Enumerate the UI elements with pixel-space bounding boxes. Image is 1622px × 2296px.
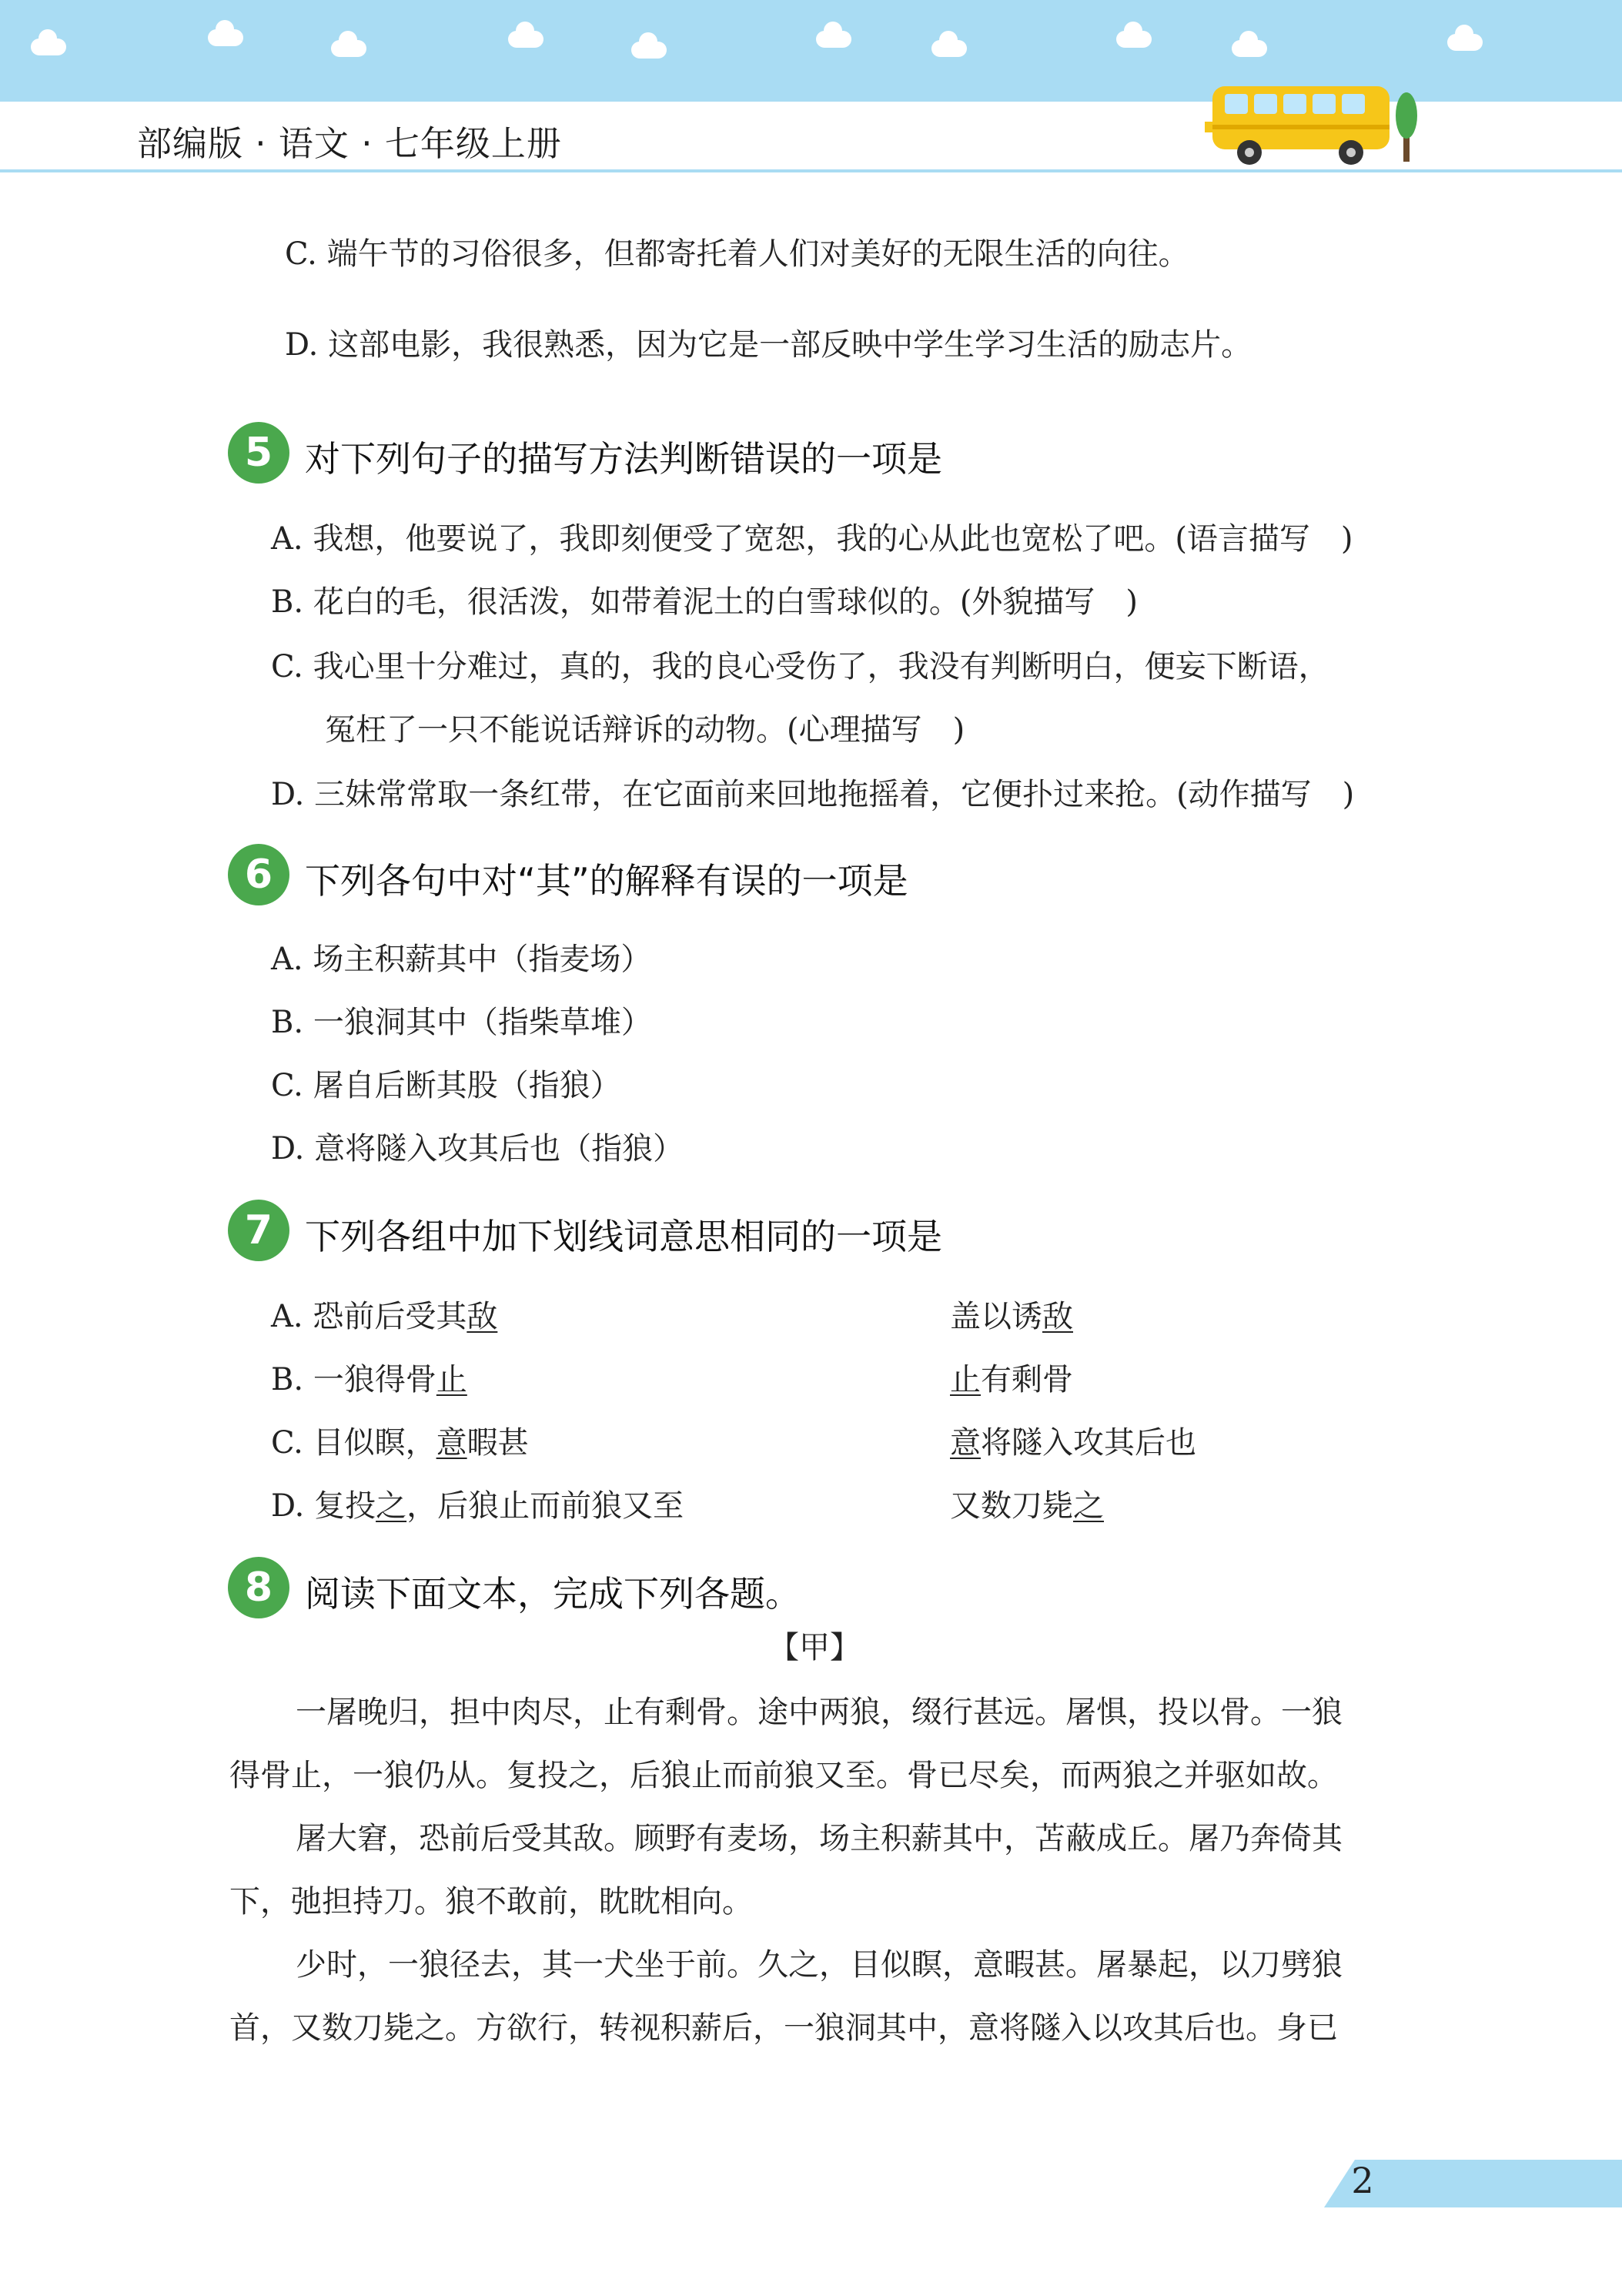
q5-option-c-line2: 冤枉了一只不能说话辩诉的动物。(心理描写 ): [325, 712, 965, 748]
q5-option-a: A. 我想，他要说了，我即刻便受了宽恕，我的心从此也宽松了吧。(语言描写 ): [271, 521, 1353, 557]
option-text: 又数刀毙: [950, 1488, 1073, 1524]
passage-line: 屠大窘，恐前后受其敌。顾野有麦场，场主积薪其中，苫蔽成丘。屠乃奔倚其: [296, 1821, 1343, 1856]
passage-line: 下，弛担持刀。狼不敢前，眈眈相向。: [229, 1884, 753, 1919]
question-number-badge: 7: [228, 1200, 289, 1261]
underlined-word: 止: [436, 1362, 467, 1397]
underlined-word: 敌: [467, 1299, 498, 1334]
passage-line: 一屠晚归，担中肉尽，止有剩骨。途中两狼，缀行甚远。屠惧，投以骨。一狼: [296, 1695, 1343, 1730]
cloud-icon: [1116, 31, 1152, 48]
underlined-word: 之: [376, 1488, 407, 1524]
passage-section-label: 【甲】: [768, 1630, 861, 1665]
cloud-icon: [1447, 34, 1483, 51]
question-number-badge: 8: [228, 1557, 289, 1618]
q7-option-c-left: [271, 1425, 529, 1461]
cloud-icon: [931, 40, 967, 57]
underlined-word: 止: [950, 1362, 981, 1397]
underlined-word: 意: [436, 1425, 467, 1461]
option-text: B. 一狼得骨: [271, 1362, 436, 1397]
passage-line: 得骨止，一狼仍从。复投之，后狼止而前狼又至。骨已尽矣，而两狼之并驱如故。: [229, 1758, 1338, 1793]
option-text: C. 目似瞑，: [271, 1425, 436, 1461]
option-text: 将隧入攻其后也: [981, 1425, 1196, 1461]
option-text: A. 恐前后受其: [271, 1299, 467, 1334]
q6-option-a: A. 场主积薪其中（指麦场）: [271, 942, 652, 977]
question-title: 阅读下面文本，完成下列各题。: [305, 1573, 801, 1615]
option-text: 盖以诱: [950, 1299, 1042, 1334]
question-title: 下列各组中加下划线词意思相同的一项是: [305, 1216, 942, 1257]
question-number-badge: 6: [228, 844, 289, 905]
cloud-icon: [1232, 40, 1267, 57]
option-c-prev: C. 端午节的习俗很多，但都寄托着人们对美好的无限生活的向往。: [285, 236, 1189, 272]
option-text: 有剩骨: [981, 1362, 1073, 1397]
cloud-icon: [31, 38, 66, 55]
q5-option-c-line1: C. 我心里十分难过，真的，我的良心受伤了，我没有判断明白，便妄下断语，: [271, 649, 1329, 684]
q7-option-a-right: [950, 1301, 1073, 1332]
q6-option-d: D. 意将隧入攻其后也（指狼）: [271, 1131, 684, 1166]
question-number-badge: 5: [228, 422, 289, 484]
q7-option-b-right: [950, 1364, 1073, 1395]
q7-option-b-left: [271, 1364, 467, 1395]
page-number: 2: [1351, 2160, 1374, 2201]
q7-option-d-right: [950, 1488, 1104, 1524]
q7-option-a-left: [271, 1301, 497, 1332]
header-title: 部编版 · 语文 · 七年级上册: [137, 123, 562, 164]
q5-option-b: B. 花白的毛，很活泼，如带着泥土的白雪球似的。(外貌描写 ): [271, 584, 1139, 620]
underlined-word: 敌: [1042, 1299, 1073, 1334]
cloud-icon: [208, 29, 243, 46]
cloud-icon: [816, 31, 851, 48]
option-text: 暇甚: [467, 1425, 529, 1461]
q7-option-c-right: [950, 1425, 1196, 1461]
question-title: 下列各句中对“其”的解释有误的一项是: [305, 860, 908, 902]
cloud-icon: [331, 40, 366, 57]
school-bus-icon: [1205, 77, 1436, 169]
option-d-prev: D. 这部电影，我很熟悉，因为它是一部反映中学生学习生活的励志片。: [285, 327, 1252, 363]
passage-line: 少时，一狼径去，其一犬坐于前。久之，目似瞑，意暇甚。屠暴起，以刀劈狼: [296, 1947, 1343, 1983]
question-title: 对下列句子的描写方法判断错误的一项是: [305, 438, 942, 480]
option-text: ，后狼止而前狼又至: [406, 1488, 684, 1524]
cloud-icon: [508, 31, 543, 48]
q6-option-c: C. 屠自后断其股（指狼）: [271, 1068, 621, 1103]
q5-option-d: D. 三妹常常取一条红带，在它面前来回地拖摇着，它便扑过来抢。(动作描写 ): [271, 777, 1355, 812]
q7-option-d-left: [271, 1488, 684, 1524]
q6-option-b: B. 一狼洞其中（指柴草堆）: [271, 1005, 652, 1040]
cloud-icon: [631, 42, 667, 59]
underlined-word: 之: [1073, 1488, 1104, 1524]
option-text: D. 复投: [271, 1488, 376, 1524]
passage-line: 首，又数刀毙之。方欲行，转视积薪后，一狼洞其中，意将隧入以攻其后也。身已: [229, 2010, 1338, 2046]
underlined-word: 意: [950, 1425, 981, 1461]
